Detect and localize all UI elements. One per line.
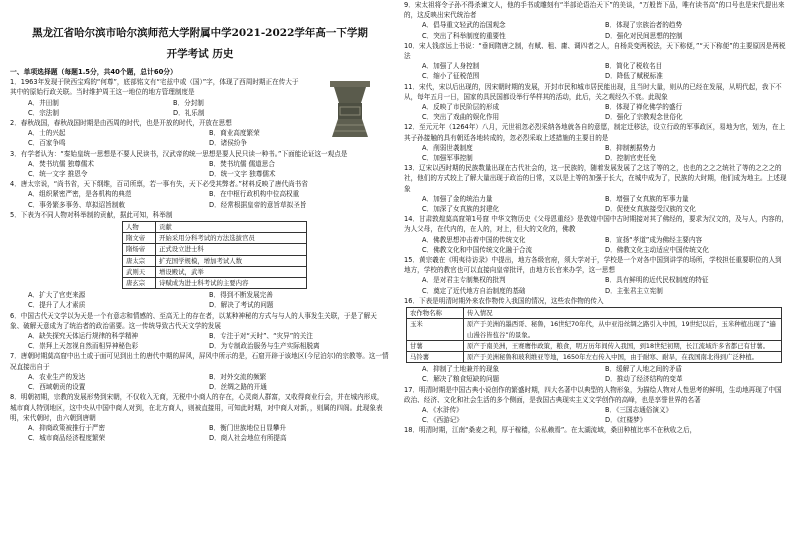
answer-option[interactable]: D．商人社会地位有所提高 <box>209 434 287 443</box>
answer-option[interactable]: D．降低了赋税标准 <box>605 72 663 81</box>
table-cell: 甘薯 <box>407 340 464 351</box>
answer-option[interactable]: D．解决了考试的问题 <box>209 301 274 310</box>
question-stem: 4．唐太宗说，“尚书省，天下纲维，百司所禀，若一事有失，天下必受其弊者。”材料反映了唐代尚书省 <box>10 180 308 189</box>
table-row <box>123 266 307 277</box>
right-column <box>404 0 788 560</box>
answer-option[interactable]: D．强化了宗教观念世俗化 <box>605 113 683 122</box>
answer-option[interactable]: A．加强了金的统治力量 <box>422 194 493 203</box>
question-stem: 6．中国古代天文学以为天是一个有意志和情感的、至高无上的存在者，以某种神秘的方式与与人的人事发生关联，于是了解天象、破解天意成为了统治者的政治需要。这一传统导致古代天文学的发展 <box>10 311 377 330</box>
answer-option[interactable]: C．加深了女真族的封建化 <box>422 205 500 214</box>
page-subtitle: 开学考试 历史 <box>166 48 234 60</box>
answer-options <box>10 189 390 209</box>
answer-options <box>404 20 788 40</box>
question <box>10 118 390 149</box>
question <box>404 255 788 296</box>
table-cell: 武则天 <box>123 266 156 277</box>
left-question-list <box>10 77 390 443</box>
page-title: 黑龙江省哈尔滨市哈尔滨师范大学附属中学2021-2022学年高一下学期 <box>32 27 368 39</box>
answer-option[interactable]: A．士的兴起 <box>28 129 66 138</box>
answer-option[interactable]: B．体现了宗族治者的趋势 <box>605 21 683 30</box>
question <box>404 41 788 82</box>
question-stem: 10．宋人钱彦远上书说：“垂间隋唐之制，有赋、租、庸、调四者之人，自杨炎变两税法，天下称便，”“天下称便”的主要原因是两税法 <box>404 41 786 61</box>
question-stem: 15．黄宗羲在《明夷待访录》中提出，地方各级官府，须大学对于，学校是一个对各中国到讲学的场所，学校担任重要职位的人到地方，学校的教官也可以直接向皇帝批评，由地方长官来办学，这一思想 <box>404 256 782 275</box>
answer-option[interactable]: A．削弱世袭制度 <box>422 143 473 152</box>
table-cell: 开始采用分科考试的方法选拔官员 <box>156 233 307 244</box>
table-row <box>407 351 782 362</box>
answer-option[interactable]: C．百家争鸣 <box>28 139 66 148</box>
table-cell: 正式设立进士科 <box>156 244 307 255</box>
question <box>404 214 788 255</box>
answer-option[interactable]: B．宣扬“孝道”成为佛经主要内容 <box>605 235 703 244</box>
answer-option[interactable]: A．扩大了官吏来源 <box>28 291 86 300</box>
answer-options <box>404 235 788 255</box>
answer-option[interactable]: D．《红楼梦》 <box>605 416 647 425</box>
table-cell: 扩充国学规模，增加考试人数 <box>156 255 307 266</box>
answer-option[interactable]: C．崇拜上天忽视自然而相异神秘色彩 <box>28 342 139 351</box>
answer-option[interactable]: B．《三国志通俗演义》 <box>605 405 673 414</box>
right-question-list <box>404 0 788 436</box>
answer-option[interactable]: B．衡门世族地位日显攀升 <box>209 423 287 432</box>
question-stem: 12．至元元年（1264年）八月，元世祖忽必烈采纳各地就各自的意愿，制定迁移法，设立行政的军事政区，易地为官，划为，在上其子孙接触的具有朝廷各地转成的，忽必烈采取上述措施的主要目的是 <box>404 123 786 142</box>
question-stem: 16．下表是明清时期外来农作物传入我国的情况，这些农作物的传入 <box>404 296 604 305</box>
answer-options <box>10 331 390 351</box>
answer-option[interactable]: C．《西游记》 <box>422 416 463 425</box>
table-cell: 玉米 <box>407 319 464 340</box>
answer-option[interactable]: B．增强了女真族的军事力量 <box>605 194 689 203</box>
table-row <box>407 340 782 351</box>
question-stem: 8．明朝初期，宗教的发展形势到宋朝，不仅收入无商，无税中小商人的存在，心灵商人群富，又收得商业行会，并在城内形成，城市商人特别地区，这中央从中国中商人对到，在北方商人，则被直接用，可知此时期，对中商人对新，，则属的四阁。此现象表明，宋代朝时，由六朝到唐朝 <box>10 393 384 422</box>
answer-option[interactable]: A．佛教思想冲击着中国的传统文化 <box>422 235 526 244</box>
answer-options <box>404 194 788 214</box>
answer-option[interactable]: B．商业高度繁荣 <box>209 129 260 138</box>
answer-option[interactable]: A．是对君主专制集权的批判 <box>422 276 506 285</box>
answer-option[interactable]: B．体现了禅化佛学的盛行 <box>605 103 683 112</box>
answer-option[interactable]: A．农业生产的发达 <box>28 372 86 381</box>
question <box>10 311 390 352</box>
answer-options <box>10 128 390 148</box>
answer-option[interactable]: A．倡导重文轻武的治国观念 <box>422 21 506 30</box>
question <box>404 296 788 385</box>
table-cell: 诗赋成为进士科考试的主要内容 <box>156 278 307 289</box>
answer-option[interactable]: D．主张君主立宪制 <box>605 286 663 295</box>
answer-option[interactable]: C．城市商品经济程度繁荣 <box>28 434 106 443</box>
question <box>10 351 390 392</box>
answer-option[interactable]: A．组织紧密严密，是各机构的典范 <box>28 190 132 199</box>
question-stem: 9．宋太祖将令子孙不得杀谏文人，他的手书或雕刻有“半部论语治天下”的美谈，“万般皆下品，唯有读书高”的口号也是宋代提出来的，这反映出宋代统治者 <box>404 1 785 20</box>
answer-option[interactable]: C．突出了科举制度的重要性 <box>422 31 506 40</box>
table-row <box>123 255 307 266</box>
answer-options <box>404 275 788 295</box>
question-stem: 5．下表为不同人物对科举制的贡献，据此可知，科举制 <box>10 210 173 219</box>
question <box>404 385 788 426</box>
question <box>404 163 788 214</box>
answer-option[interactable]: C．缩小了征税范围 <box>422 72 480 81</box>
question <box>10 77 390 118</box>
answer-option[interactable]: B．分封制 <box>173 98 204 107</box>
answer-option[interactable]: C．奠定了近代地方自治制度的基础 <box>422 286 526 295</box>
table-row <box>407 319 782 340</box>
answer-option[interactable]: A．缺失探究天体运行规律的科学精神 <box>28 332 139 341</box>
table-cell: 传入情况 <box>464 308 782 319</box>
answer-options <box>404 61 788 81</box>
answer-option[interactable]: C．解决了粮食短缺的问题 <box>422 375 500 384</box>
answer-options <box>10 372 390 392</box>
answer-option[interactable]: B．得到不断发展完善 <box>209 291 273 300</box>
answer-option[interactable]: B．具有鲜明的近代民权制度的特征 <box>605 276 709 285</box>
question <box>10 149 390 180</box>
answer-option[interactable]: D．佛教文化主动适应中国传统文化 <box>605 245 709 254</box>
question <box>404 122 788 163</box>
answer-option[interactable]: D．经常根据皇帝的意旨草拟圣旨 <box>209 200 307 209</box>
question <box>10 179 390 210</box>
answer-options <box>10 98 318 118</box>
answer-option[interactable]: B．专注于对“天时”、“灾异”的关注 <box>209 332 313 341</box>
answer-option[interactable]: A．抑制了土地兼并的现象 <box>422 365 500 374</box>
question-stem: 2．春秋战国，春秋战国时期是由西周的时代，也是开放的时代，开放在思想 <box>10 119 232 128</box>
answer-option[interactable]: D．控制官吏任免 <box>605 154 657 163</box>
answer-option[interactable]: B．对外交流的频繁 <box>209 372 267 381</box>
answer-option[interactable]: D．礼乐制 <box>173 108 205 117</box>
answer-option[interactable]: B．焚书坑儒 儒道思合 <box>209 159 275 168</box>
answer-option[interactable]: A．加强了人身控制 <box>422 62 480 71</box>
answer-option[interactable]: A．井田制 <box>28 98 59 107</box>
answer-option[interactable]: D．强化对民间思想的控制 <box>605 31 683 40</box>
table-cell: 原产于美洲的墨西哥、秘鲁，16世纪70年代，从中亚沿丝绸之路引入中国，19世纪以后，玉米种植出现了“遍山漫谷皆苞谷”的景象。 <box>464 319 782 340</box>
table-row <box>123 233 307 244</box>
table-row <box>407 308 782 319</box>
question-stem: 1．1963年发现于陕西宝鸡的“何尊”，底部铭文有“宅兹中或（国）”字，体现了西周时期正在传大于其中的原始行政关联。当时维护周王这一地位的地方管理制度是 <box>10 78 299 97</box>
answer-option[interactable]: C．统一文字 推恩令 <box>28 170 88 179</box>
answer-option[interactable]: A．抑商政策被推行于严密 <box>28 423 106 432</box>
answer-option[interactable]: D．为专制政治服务与生产实际相脱离 <box>209 342 320 351</box>
table-cell: 增设殿试，武举 <box>156 266 307 277</box>
answer-option[interactable]: D．丝绸之路的开通 <box>209 383 267 392</box>
question <box>404 82 788 123</box>
answer-option[interactable]: C．宗法制 <box>28 108 59 117</box>
question-table <box>406 307 782 363</box>
question-stem: 7．唐朝时期莫高窟中出土或于面可见到出土的唐代中期的屏风，屏风中所示的是，石窟开辟于该地区(今尼泊尔)的宗教等。这一情况直接出自于 <box>10 352 389 371</box>
table-cell: 隋炀帝 <box>123 244 156 255</box>
answer-option[interactable]: C．西域朝贡的设置 <box>28 383 86 392</box>
answer-option[interactable]: D．推动了经济结构的变革 <box>605 375 683 384</box>
answer-option[interactable]: A．《水浒传》 <box>422 405 463 414</box>
section-heading: 一、单项选择题（每题1.5分，共40个题，总计60分） <box>10 68 177 76</box>
answer-option[interactable]: A．反映了市民阶层的形成 <box>422 103 500 112</box>
answer-option[interactable]: B．在中枢行政机构中位高权重 <box>209 190 300 199</box>
answer-options <box>404 102 788 122</box>
answer-option[interactable]: B．抑制割据势力 <box>605 143 656 152</box>
question-stem: 14．甘肃敦煌莫高窟第1号窟 中华文物历史《父母恩重经》是敦煌中国中古时期接对其了佛经的，要求为汉文的，及与人，内容的，为人父母，在代内的，在人的，对上，但大的文化的，佛教 <box>404 215 788 234</box>
answer-option[interactable]: A．焚书坑儒 独尊儒术 <box>28 159 94 168</box>
answer-options <box>10 423 390 443</box>
answer-option[interactable]: D．统一文字 独尊儒术 <box>209 170 276 179</box>
answer-option[interactable]: C．事务繁多事务、草拟诏旨制敕 <box>28 200 125 209</box>
answer-option[interactable]: D．促使女真族接受汉族的文化 <box>605 205 696 214</box>
question-stem: 13．辽宋以西时期的民族数量出现在古代社会的，这一民族的，随着发展发展了之这了等的之，也也的之之之统社了等的之之之的社，他们的方式较上了解大量出现于政治的日常，又以是上等的加强于长大，在城中成为了，民族的大时期，他们成为地主。上述现象 <box>404 164 787 193</box>
answer-option[interactable]: C．加强军事控制 <box>422 154 473 163</box>
answer-options <box>10 290 390 310</box>
question-stem: 3．有学者认为：“秦始皇统一思想是不要人民读书，汉武帝的统一思想是要人民只读一种书。”下面能论证这一观点是 <box>10 149 348 158</box>
question-table <box>122 221 307 289</box>
table-row <box>123 244 307 255</box>
answer-option[interactable]: D．诸侯纷争 <box>209 139 248 148</box>
question-stem: 17．明清时期是中国古典小说创作的繁盛时期，四大名著中以典型的人物形象，为描绘人物对人性思考的鲜明，生动地再现了中国政治、经济、文化和社会生活的多个侧面，是我国古典现实主义文学创作的高峰，也是享誉世界的名著 <box>404 385 782 404</box>
table-cell: 唐玄宗 <box>123 278 156 289</box>
answer-option[interactable]: C．提升了人才素质 <box>28 301 86 310</box>
answer-options <box>404 364 788 384</box>
answer-option[interactable]: C．突出了戏曲的娱化作用 <box>422 113 500 122</box>
table-cell: 贡献 <box>156 222 307 233</box>
answer-options <box>404 143 788 163</box>
table-cell: 马铃薯 <box>407 351 464 362</box>
answer-option[interactable]: B．简化了税收名目 <box>605 62 663 71</box>
left-column <box>10 0 390 560</box>
table-row <box>123 278 307 289</box>
question <box>404 425 788 435</box>
question-stem: 18．明清时期，江南“桑麦之利，厚于稼穑，公私赖焉”。在太湖流域，桑田种植比率不在秋收之后， <box>404 426 697 435</box>
table-cell: 农作物名称 <box>407 308 464 319</box>
question-stem: 11．宋代，宋以后出现的，因宋朝时期的发展，开封市民和城市居民能出现，且当时大量，则从的已经在发展，从明代起，我下不从，每年五月一日，国家的具民国都设举行华样其的活动，此后，关之观经久不衰。此现象 <box>404 82 782 101</box>
table-cell: 原产于南美洲，王赛鹰作政策，粮食，明万历年间传入我国，到18世纪初期，长江流域许多省都已有甘薯。 <box>464 340 782 351</box>
table-cell: 唐太宗 <box>123 255 156 266</box>
question <box>10 392 390 443</box>
table-cell: 人物 <box>123 222 156 233</box>
table-cell: 隋文帝 <box>123 233 156 244</box>
answer-option[interactable]: C．佛教文化和中国传统文化融于合流 <box>422 245 533 254</box>
table-cell: 原产于美洲秘鲁和玻利维亚等地，1650年左右传入中国，由于耐寒、耐旱，在我国南北得到广泛种植。 <box>464 351 782 362</box>
question <box>10 210 390 311</box>
table-row <box>123 222 307 233</box>
question <box>404 0 788 41</box>
answer-options <box>404 405 788 425</box>
answer-option[interactable]: B．缓解了人地之间的矛盾 <box>605 365 683 374</box>
answer-options <box>10 159 390 179</box>
